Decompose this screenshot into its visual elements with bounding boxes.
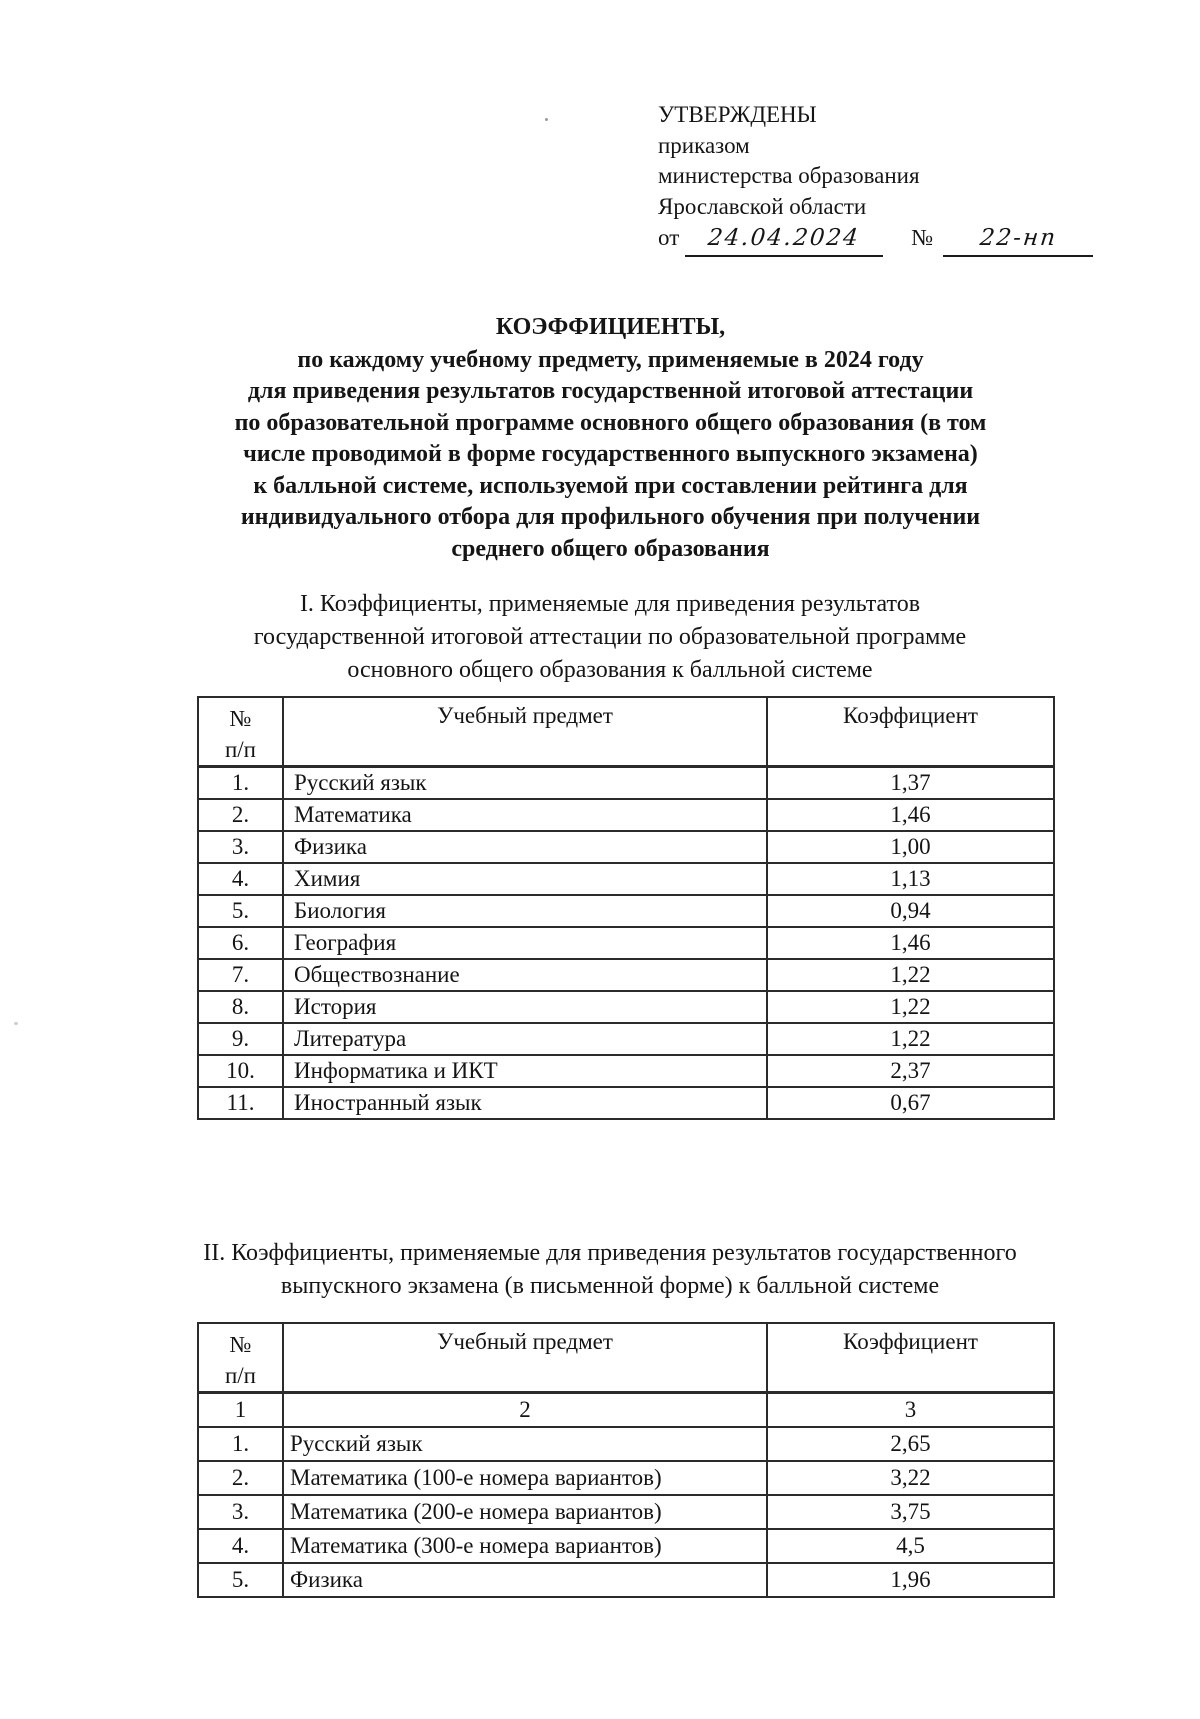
table-row: 7. Обществознание 1,22 [198,959,1054,991]
header-number-column: № п/п [198,697,283,767]
title-line: числе проводимой в форме государственного выпускного экзамена) [243,441,978,467]
approval-line: Ярославской области [658,193,867,219]
approval-block [658,100,1158,257]
table-row: 6. География 1,46 [198,927,1054,959]
section-1-heading-line: I. Коэффициенты, применяемые для приведения результатов [299,591,921,617]
table-row: 3. Математика (200-е номера вариантов) 3,75 [198,1495,1054,1529]
table-row: 5. Физика 1,96 [198,1563,1054,1597]
title-line: для приведения результатов государственной итоговой аттестации [247,378,974,404]
table-row: 4. Химия 1,13 [198,863,1054,895]
table-header-row [198,1323,1054,1393]
section-1-heading [140,588,1080,687]
number-sign: № [911,225,934,250]
approval-line: УТВЕРЖДЕНЫ [658,102,817,127]
title-line: по образовательной программе основного общего образования (в том [234,409,987,436]
header-subject-column: Учебный предмет [283,1323,767,1393]
section-1-heading-line: основного общего образования к балльной системе [347,657,873,683]
scan-speck [545,118,548,121]
date-prefix: от [658,225,680,250]
coefficients-table-gia [197,696,1055,1120]
header-coefficient-column: Коэффициент [767,1323,1054,1393]
title-line: среднего общего образования [451,535,770,562]
coefficients-table-gve [197,1322,1055,1598]
title-heading: КОЭФФИЦИЕНТЫ, [495,314,726,340]
section-2-heading-line: выпускного экзамена (в письменной форме) к балльной системе [280,1273,940,1299]
table-row: 2. Математика (100-е номера вариантов) 3,22 [198,1461,1054,1495]
table-row: 10. Информатика и ИКТ 2,37 [198,1055,1054,1087]
header-subject-column: Учебный предмет [283,697,767,767]
title-line: по каждому учебному предмету, применяемые в 2024 году [297,346,924,373]
table-row: 5. Биология 0,94 [198,895,1054,927]
column-numbering-row: 1 2 3 [198,1393,1054,1427]
table-row: 11. Иностранный язык 0,67 [198,1087,1054,1119]
approval-line: министерства образования [658,163,920,188]
section-2-heading-line: II. Коэффициенты, применяемые для приведения результатов государственного [203,1240,1017,1266]
table-row: 1. Русский язык 2,65 [198,1427,1054,1461]
section-1-heading-line: государственной итоговой аттестации по образовательной программе [253,624,967,650]
approval-line: приказом [658,132,750,158]
title-line: индивидуального отбора для профильного обучения при получении [240,504,981,530]
handwritten-date: 24.04.2024 [685,223,883,257]
header-number-column: № п/п [198,1323,283,1393]
table-row: 3. Физика 1,00 [198,831,1054,863]
table-row: 2. Математика 1,46 [198,799,1054,831]
document-title [158,312,1063,565]
approval-date-line [658,223,1158,257]
table-row: 9. Литература 1,22 [198,1023,1054,1055]
title-line: к балльной системе, используемой при составлении рейтинга для [253,472,968,499]
table-row: 8. История 1,22 [198,991,1054,1023]
scan-speck [14,1022,18,1025]
handwritten-order-number: 22-нп [943,223,1093,257]
table-row: 4. Математика (300-е номера вариантов) 4,5 [198,1529,1054,1563]
table-header-row [198,697,1054,767]
header-coefficient-column: Коэффициент [767,697,1054,767]
table-row: 1. Русский язык 1,37 [198,767,1054,799]
section-2-heading [140,1237,1080,1303]
